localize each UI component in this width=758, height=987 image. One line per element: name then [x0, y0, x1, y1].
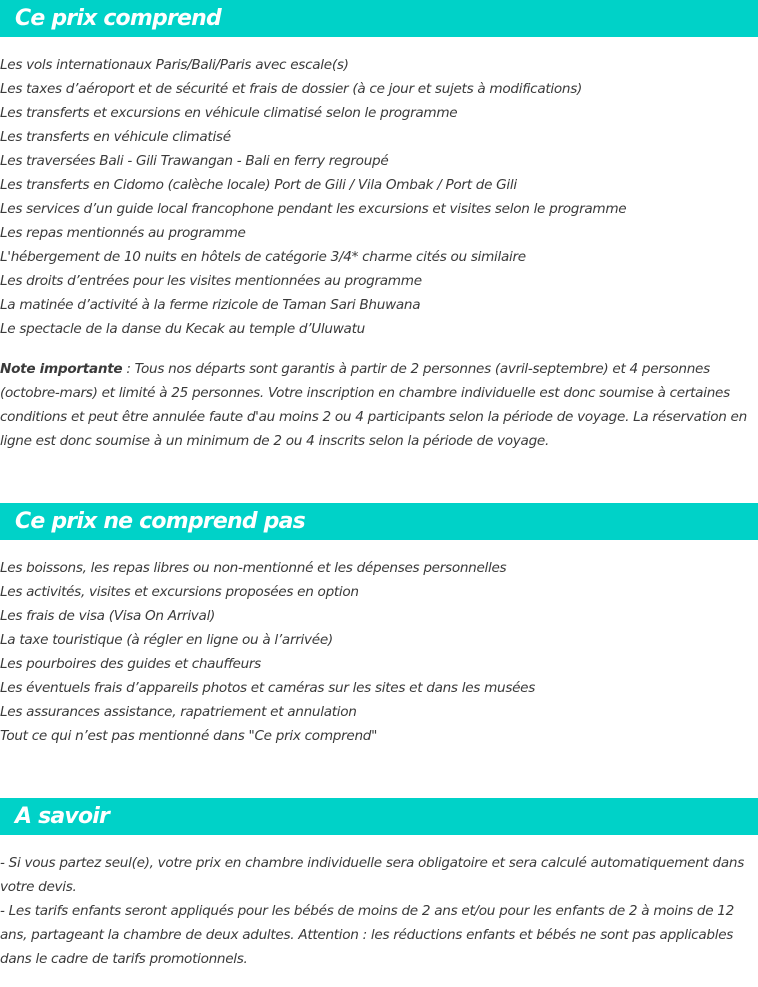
excluded-header [0, 503, 758, 540]
excluded-item: Les boissons, les repas libres ou non-mentionné et les dépenses personnelles [0, 560, 507, 576]
excluded-item: Les assurances assistance, rapatriement et annulation [0, 704, 357, 720]
included-item: Les taxes d’aéroport et de sécurité et frais de dossier (à ce jour et sujets à modifications) [0, 81, 582, 97]
included-item: L'hébergement de 10 nuits en hôtels de catégorie 3/4* charme cités ou similaire [0, 249, 526, 265]
included-title: Ce prix comprend [15, 6, 221, 31]
excluded-item: Les activités, visites et excursions proposées en option [0, 584, 359, 600]
savoir-header [0, 798, 758, 835]
excluded-list [0, 556, 758, 748]
excluded-item: La taxe touristique (à régler en ligne ou à l’arrivée) [0, 632, 333, 648]
included-list [0, 53, 758, 341]
included-item: Le spectacle de la danse du Kecak au temple d’Uluwatu [0, 321, 365, 337]
included-item: Les transferts en véhicule climatisé [0, 129, 231, 145]
included-item: La matinée d’activité à la ferme rizicole de Taman Sari Bhuwana [0, 297, 421, 313]
included-item: Les transferts en Cidomo (calèche locale) Port de Gili / Vila Ombak / Port de Gili [0, 177, 517, 193]
savoir-line: - Les tarifs enfants seront appliqués pour les bébés de moins de 2 ans et/ou pour les enfants de 2 à moins de 12 ans, partageant la chambre de deux adultes. Attention : les réductions enfants et bébés ne sont pas applicables dans le cadre de tarifs promotionnels. [0, 903, 734, 967]
included-item: Les repas mentionnés au programme [0, 225, 246, 241]
important-note-label: Note importante [0, 361, 123, 377]
included-item: Les traversées Bali - Gili Trawangan - Bali en ferry regroupé [0, 153, 389, 169]
included-item: Les transferts et excursions en véhicule climatisé selon le programme [0, 105, 458, 121]
savoir-line: - Si vous partez seul(e), votre prix en chambre individuelle sera obligatoire et sera calculé automatiquement dans votre devis. [0, 855, 745, 895]
savoir-content [0, 851, 758, 971]
important-note [0, 357, 758, 453]
included-header [0, 0, 758, 37]
excluded-title: Ce prix ne comprend pas [15, 509, 305, 534]
included-item: Les vols internationaux Paris/Bali/Paris avec escale(s) [0, 57, 349, 73]
savoir-title: A savoir [15, 804, 110, 829]
important-note-text: : Tous nos départs sont garantis à partir de 2 personnes (avril-septembre) et 4 personnes (octobre-mars) et limité à 25 personnes. Votre inscription en chambre individuelle est donc soumise à certaines conditions et peut être annulée faute d'au moins 2 ou 4 participants selon la période de voyage. La réservation en ligne est donc soumise à un minimum de 2 ou 4 inscrits selon la période de voyage. [0, 361, 747, 449]
excluded-item: Les frais de visa (Visa On Arrival) [0, 608, 216, 624]
included-item: Les services d’un guide local francophone pendant les excursions et visites selon le programme [0, 201, 627, 217]
excluded-item: Tout ce qui n’est pas mentionné dans "Ce prix comprend" [0, 728, 378, 744]
excluded-item: Les pourboires des guides et chauffeurs [0, 656, 261, 672]
excluded-item: Les éventuels frais d’appareils photos et caméras sur les sites et dans les musées [0, 680, 536, 696]
included-item: Les droits d’entrées pour les visites mentionnées au programme [0, 273, 422, 289]
